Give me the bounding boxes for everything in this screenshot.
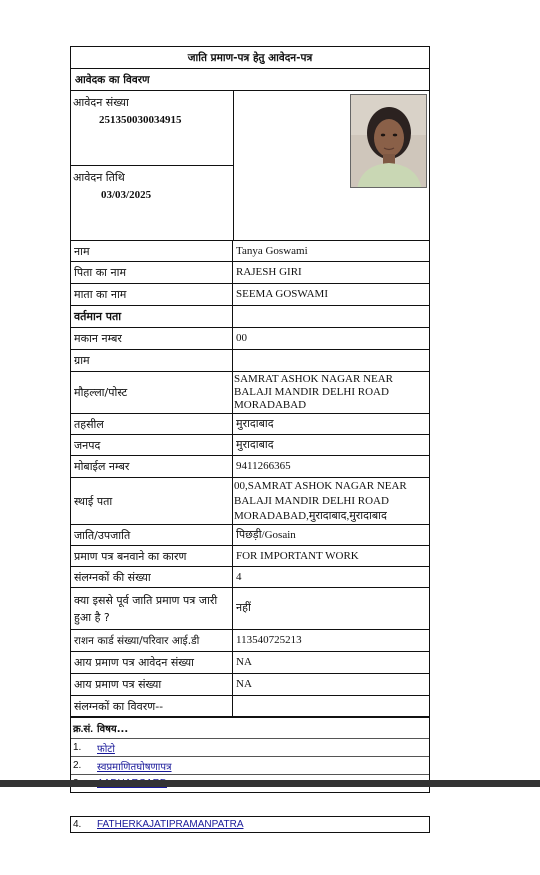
name-label: नाम	[71, 241, 233, 261]
attachment-no: 1.	[73, 742, 82, 753]
mother-name-label: माता का नाम	[71, 284, 233, 305]
mobile-value: 9411266365	[236, 460, 291, 472]
field-row-district	[71, 435, 429, 456]
previous-certificate-label: क्या इससे पूर्व जाति प्रमाण पत्र जारी हुआ है ?	[71, 588, 233, 629]
field-row-mother	[71, 284, 429, 306]
village-value	[233, 350, 429, 371]
attachment-no: 2.	[73, 760, 82, 771]
tehsil-value: मुरादाबाद	[236, 417, 274, 430]
reason-value: FOR IMPORTANT WORK	[236, 549, 359, 562]
tehsil-label: तहसील	[71, 414, 233, 434]
applicant-section-row	[71, 69, 429, 91]
house-no-label: मकान नम्बर	[71, 328, 233, 349]
attachment-no: 4.	[73, 819, 82, 830]
attachments-header-no: क्र.सं.	[73, 724, 93, 735]
applicant-photo-image	[351, 95, 427, 188]
permanent-address-value: 00,SAMRAT ASHOK NAGAR NEAR BALAJI MANDIR DELHI ROAD MORADABAD,मुरादाबाद,मुरादाबाद	[234, 479, 407, 522]
field-row-income-cert-no	[71, 674, 429, 696]
attachment-row-1	[71, 739, 429, 757]
field-row-ration-card	[71, 630, 429, 652]
field-row-tehsil	[71, 414, 429, 435]
application-info-block	[71, 91, 429, 241]
field-row-caste	[71, 525, 429, 546]
attachment-count-label: संलग्नकों की संख्या	[71, 567, 233, 587]
page-separator	[0, 780, 540, 787]
ration-card-label: राशन कार्ड संख्या/परिवार आई.डी	[71, 630, 233, 651]
previous-certificate-value: नहीं	[236, 602, 251, 614]
attachments-label: संलग्नकों का विवरण--	[71, 696, 233, 716]
field-row-reason	[71, 546, 429, 567]
field-row-mobile	[71, 456, 429, 478]
field-row-permanent-address	[71, 478, 429, 525]
application-date-cell	[71, 166, 233, 240]
application-no-value: 251350030034915	[99, 114, 182, 126]
application-date-label: आवेदन तिथि	[73, 171, 125, 184]
income-cert-no-value: NA	[236, 678, 252, 690]
attachments-header	[71, 718, 429, 739]
field-row-locality	[71, 372, 429, 414]
father-name-label: पिता का नाम	[71, 262, 233, 283]
form-title: जाति प्रमाण-पत्र हेतु आवेदन-पत्र	[187, 51, 313, 64]
current-address-heading: वर्तमान पता	[71, 306, 233, 327]
locality-value: SAMRAT ASHOK NAGAR NEAR BALAJI MANDIR DELHI ROAD MORADABAD	[234, 373, 394, 411]
applicant-photo	[350, 94, 427, 188]
permanent-address-label: स्थाई पता	[71, 478, 233, 524]
ration-card-value: 113540725213	[236, 634, 302, 646]
form-title-row	[71, 47, 429, 69]
district-value: मुरादाबाद	[236, 438, 274, 451]
attachment-row-4	[70, 816, 430, 833]
mother-name-value: SEEMA GOSWAMI	[236, 288, 328, 300]
field-row-father	[71, 262, 429, 284]
application-date-value: 03/03/2025	[101, 189, 152, 201]
house-no-value: 00	[236, 332, 247, 344]
income-app-no-label: आय प्रमाण पत्र आवेदन संख्या	[71, 652, 233, 673]
caste-certificate-form	[70, 46, 430, 793]
income-app-no-value: NA	[236, 656, 252, 668]
application-no-label: आवेदन संख्या	[73, 96, 129, 109]
field-row-house-no	[71, 328, 429, 350]
attachment-count-value: 4	[236, 570, 242, 583]
application-no-cell	[71, 91, 233, 166]
field-row-attachment-count	[71, 567, 429, 588]
caste-value: पिछड़ी/Gosain	[236, 528, 296, 541]
field-row-name	[71, 241, 429, 262]
attachment-row-2	[71, 757, 429, 775]
attachments-label-row	[71, 696, 429, 717]
field-row-village	[71, 350, 429, 372]
attachment-link-self-declaration[interactable]: स्वप्रमाणितघोषणापत्र	[97, 761, 172, 773]
attachment-link-father-caste-certificate[interactable]: FATHERKAJATIPRAMANPATRA	[97, 819, 244, 830]
current-address-row	[71, 306, 429, 328]
locality-label: मौहल्ला/पोस्ट	[71, 372, 233, 413]
field-row-income-app-no	[71, 652, 429, 674]
reason-label: प्रमाण पत्र बनवाने का कारण	[71, 546, 233, 566]
applicant-section-heading: आवेदक का विवरण	[75, 73, 150, 86]
attachments-header-subject: विषय...	[97, 724, 129, 735]
district-label: जनपद	[71, 435, 233, 455]
mobile-label: मोबाईल नम्बर	[71, 456, 233, 477]
attachment-link-photo[interactable]: फोटो	[97, 743, 115, 755]
village-label: ग्राम	[71, 350, 233, 371]
field-row-previous-certificate	[71, 588, 429, 630]
father-name-value: RAJESH GIRI	[236, 266, 302, 278]
caste-label: जाति/उपजाति	[71, 525, 233, 545]
name-value: Tanya Goswami	[236, 244, 308, 257]
income-cert-no-label: आय प्रमाण पत्र संख्या	[71, 674, 233, 695]
